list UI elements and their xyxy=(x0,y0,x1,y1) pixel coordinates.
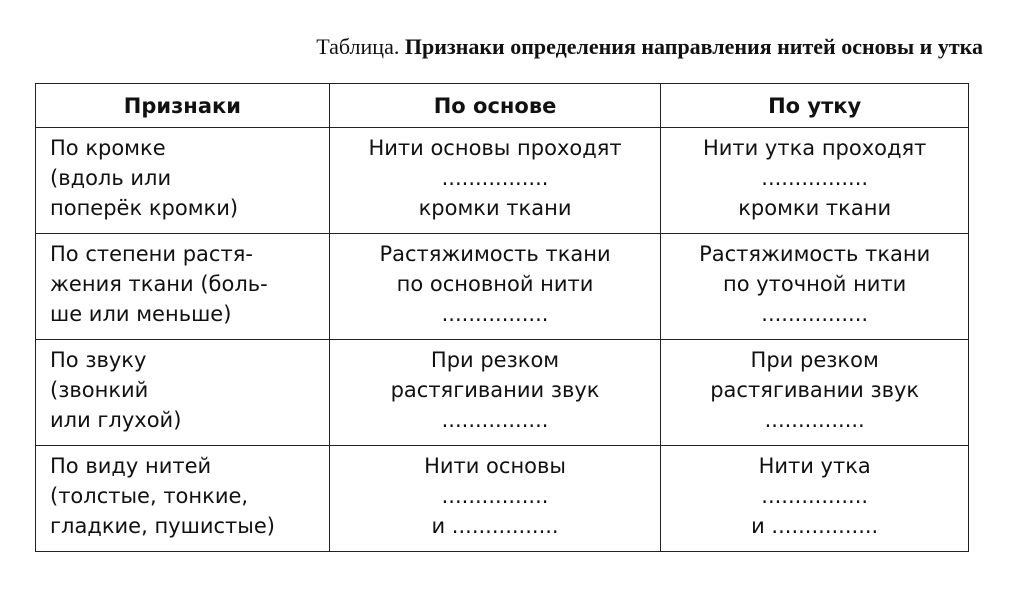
caption-prefix: Таблица. xyxy=(316,34,400,59)
table-row xyxy=(36,128,969,234)
cell-line: растягивании звук xyxy=(710,378,920,402)
cell-line: ............... xyxy=(764,408,865,432)
cell-line: по основной нити xyxy=(396,272,594,296)
cell-line: и ................ xyxy=(751,514,879,538)
caption-title: Признаки определения направления нитей основы и утка xyxy=(404,34,983,59)
cell-line: и ................ xyxy=(431,514,559,538)
cell-line: При резком xyxy=(430,348,560,372)
table-caption xyxy=(316,34,983,60)
weft-cell xyxy=(661,446,969,552)
cell-line: Растяжимость ткани xyxy=(379,242,611,266)
cell-line: ................ xyxy=(761,166,869,190)
cell-line: Нити основы проходят xyxy=(368,136,622,160)
cell-line: или глухой) xyxy=(50,408,182,432)
cell-line: кромки ткани xyxy=(418,196,572,220)
cell-line: По звуку xyxy=(50,348,147,372)
feature-cell xyxy=(36,340,330,446)
cell-line: ................ xyxy=(441,408,549,432)
cell-line: По степени растя- xyxy=(50,242,253,266)
cell-line: ................ xyxy=(441,484,549,508)
table-row xyxy=(36,234,969,340)
weft-cell xyxy=(661,234,969,340)
warp-cell xyxy=(329,234,661,340)
cell-line: (звонкий xyxy=(50,378,149,402)
feature-cell xyxy=(36,446,330,552)
table-row xyxy=(36,340,969,446)
cell-line: жения ткани (боль- xyxy=(50,272,268,296)
cell-line: При резком xyxy=(750,348,879,372)
feature-cell xyxy=(36,234,330,340)
warp-cell xyxy=(329,340,661,446)
cell-line: ................ xyxy=(441,166,549,190)
cell-line: ................ xyxy=(761,302,869,326)
cell-line: (толстые, тонкие, xyxy=(50,484,249,508)
header-row xyxy=(36,84,969,128)
cell-line: гладкие, пушистые) xyxy=(50,514,275,538)
header-warp: По основе xyxy=(329,84,661,128)
feature-cell xyxy=(36,128,330,234)
cell-line: Растяжимость ткани xyxy=(699,242,931,266)
cell-line: поперёк кромки) xyxy=(50,196,239,220)
table-row xyxy=(36,446,969,552)
cell-line: Нити основы xyxy=(424,454,566,478)
cell-line: ................ xyxy=(761,484,869,508)
warp-cell xyxy=(329,446,661,552)
warp-cell xyxy=(329,128,661,234)
header-weft: По утку xyxy=(661,84,969,128)
cell-line: растягивании звук xyxy=(390,378,600,402)
weft-cell xyxy=(661,128,969,234)
features-table xyxy=(35,83,969,552)
cell-line: ше или меньше) xyxy=(50,302,232,326)
weft-cell xyxy=(661,340,969,446)
cell-line: Нити утка проходят xyxy=(702,136,927,160)
cell-line: по уточной нити xyxy=(723,272,907,296)
cell-line: По виду нитей xyxy=(50,454,212,478)
cell-line: (вдоль или xyxy=(50,166,172,190)
cell-line: ................ xyxy=(441,302,549,326)
cell-line: Нити утка xyxy=(758,454,871,478)
cell-line: кромки ткани xyxy=(738,196,892,220)
cell-line: По кромке xyxy=(50,136,166,160)
header-features: Признаки xyxy=(36,84,330,128)
